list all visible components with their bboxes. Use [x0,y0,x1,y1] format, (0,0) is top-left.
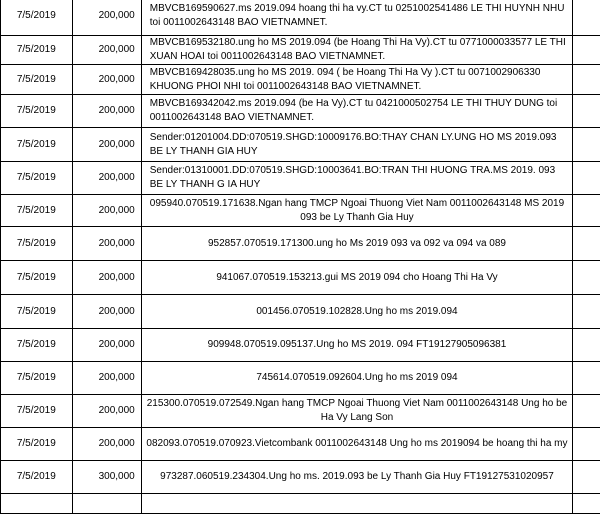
amount-cell[interactable]: 300,000 [72,461,141,494]
next-column-cell[interactable] [573,128,600,162]
description-cell[interactable]: 909948.070519.095137.Ung ho MS 2019. 094 FT19127905096381 [141,329,572,362]
date-cell[interactable] [1,494,73,514]
description-cell[interactable]: MBVCB169428035.ung ho MS 2019. 094 ( be Hoang Thi Ha Vy ).CT tu 0071002906330 KHUONG PHOI NHI toi 0011002643148 BAO VIETNAMNET. [141,65,572,95]
amount-cell[interactable]: 200,000 [72,227,141,261]
table-row [1,428,600,461]
next-column-cell[interactable] [573,0,600,36]
next-column-cell[interactable] [573,261,600,295]
next-column-cell[interactable] [573,95,600,128]
date-cell[interactable]: 7/5/2019 [1,362,73,395]
date-cell[interactable]: 7/5/2019 [1,0,73,36]
next-column-cell[interactable] [573,494,600,514]
amount-cell[interactable]: 200,000 [72,362,141,395]
next-column-cell[interactable] [573,295,600,329]
description-cell[interactable]: Sender:01310001.DD:070519.SHGD:10003641.BO:TRAN THI HUONG TRA.MS 2019. 093 BE LY THANH G IA HUY [141,162,572,195]
description-cell[interactable]: MBVCB169342042.ms 2019.094 (be Ha Vy).CT tu 0421000502754 LE THI THUY DUNG toi 0011002643148 BAO VIETNAMNET. [141,95,572,128]
table-row [1,494,600,514]
description-cell[interactable]: 082093.070519.070923.Vietcombank 0011002643148 Ung ho ms 2019094 be hoang thi ha my [141,428,572,461]
amount-cell[interactable]: 200,000 [72,295,141,329]
description-cell[interactable] [141,494,572,514]
table-row [1,0,600,36]
date-cell[interactable]: 7/5/2019 [1,261,73,295]
table-row [1,362,600,395]
date-cell[interactable]: 7/5/2019 [1,395,73,428]
next-column-cell[interactable] [573,461,600,494]
table-row [1,65,600,95]
next-column-cell[interactable] [573,36,600,65]
table-row [1,128,600,162]
table-row [1,36,600,65]
date-cell[interactable]: 7/5/2019 [1,128,73,162]
description-cell[interactable]: MBVCB169590627.ms 2019.094 hoang thi ha vy.CT tu 0251002541486 LE THI HUYNH NHU toi 0011002643148 BAO VIETNAMNET. [141,0,572,36]
amount-cell[interactable]: 200,000 [72,0,141,36]
amount-cell[interactable]: 200,000 [72,95,141,128]
amount-cell[interactable]: 200,000 [72,162,141,195]
table-row [1,295,600,329]
description-cell[interactable]: 941067.070519.153213.gui MS 2019 094 cho Hoang Thi Ha Vy [141,261,572,295]
date-cell[interactable]: 7/5/2019 [1,162,73,195]
description-cell[interactable]: 973287.060519.234304.Ung ho ms. 2019.093 be Ly Thanh Gia Huy FT19127531020957 [141,461,572,494]
next-column-cell[interactable] [573,395,600,428]
next-column-cell[interactable] [573,428,600,461]
table-row [1,261,600,295]
next-column-cell[interactable] [573,329,600,362]
next-column-cell[interactable] [573,162,600,195]
amount-cell[interactable]: 200,000 [72,65,141,95]
table-row [1,95,600,128]
next-column-cell[interactable] [573,362,600,395]
description-cell[interactable]: 745614.070519.092604.Ung ho ms 2019 094 [141,362,572,395]
description-cell[interactable]: 215300.070519.072549.Ngan hang TMCP Ngoai Thuong Viet Nam 0011002643148 Ung ho be Ha Vy Lang Son [141,395,572,428]
amount-cell[interactable]: 200,000 [72,128,141,162]
date-cell[interactable]: 7/5/2019 [1,329,73,362]
amount-cell[interactable]: 200,000 [72,329,141,362]
transactions-body [1,0,600,514]
amount-cell[interactable]: 200,000 [72,395,141,428]
date-cell[interactable]: 7/5/2019 [1,295,73,329]
next-column-cell[interactable] [573,65,600,95]
date-cell[interactable]: 7/5/2019 [1,461,73,494]
next-column-cell[interactable] [573,227,600,261]
table-row [1,227,600,261]
table-row [1,195,600,227]
date-cell[interactable]: 7/5/2019 [1,428,73,461]
description-cell[interactable]: MBVCB169532180.ung ho MS 2019.094 (be Hoang Thi Ha Vy).CT tu 0771000033577 LE THI XUAN HOAI toi 0011002643148 BAO VIETNAMNET. [141,36,572,65]
date-cell[interactable]: 7/5/2019 [1,36,73,65]
description-cell[interactable]: 001456.070519.102828.Ung ho ms 2019.094 [141,295,572,329]
date-cell[interactable]: 7/5/2019 [1,95,73,128]
table-row [1,395,600,428]
amount-cell[interactable]: 200,000 [72,36,141,65]
table-row [1,461,600,494]
table-row [1,329,600,362]
date-cell[interactable]: 7/5/2019 [1,227,73,261]
amount-cell[interactable]: 200,000 [72,428,141,461]
amount-cell[interactable]: 200,000 [72,195,141,227]
amount-cell[interactable] [72,494,141,514]
description-cell[interactable]: Sender:01201004.DD:070519.SHGD:10009176.BO:THAY CHAN LY.UNG HO MS 2019.093 BE LY THANH GIA HUY [141,128,572,162]
description-cell[interactable]: 095940.070519.171638.Ngan hang TMCP Ngoai Thuong Viet Nam 0011002643148 MS 2019 093 be Ly Thanh Gia Huy [141,195,572,227]
date-cell[interactable]: 7/5/2019 [1,195,73,227]
table-row [1,162,600,195]
amount-cell[interactable]: 200,000 [72,261,141,295]
date-cell[interactable]: 7/5/2019 [1,65,73,95]
description-cell[interactable]: 952857.070519.171300.ung ho Ms 2019 093 va 092 va 094 va 089 [141,227,572,261]
next-column-cell[interactable] [573,195,600,227]
